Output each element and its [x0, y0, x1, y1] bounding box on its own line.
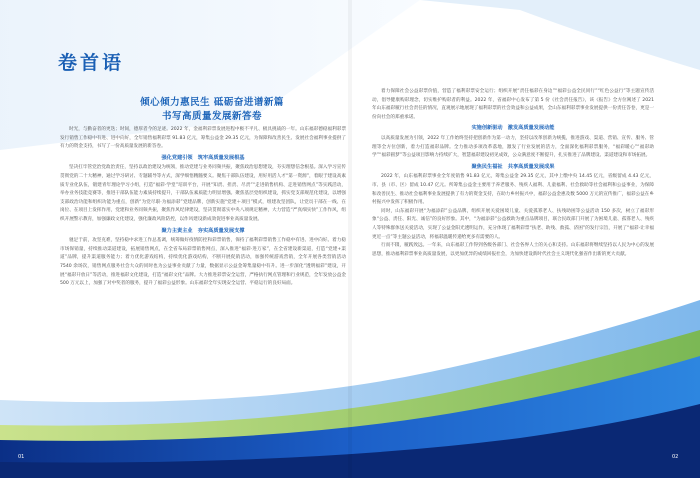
right-column-text [372, 88, 654, 259]
section-heading: 强化党建引领 筑牢高质量发展根基 [161, 154, 245, 161]
section-heading: 聚力主责主业 夯实高质量发展支撑 [161, 227, 245, 234]
section-title: 卷首语 [58, 52, 125, 74]
lead-paragraph: 着力保障社会公益彩票价值，营造了福利彩票安全运行；组织开展“责任福彩在身边”“福彩公益全民同行”“红色公益行”等主题宣传活动，倡导健康购彩理念，切实维护购彩者的利益。2022 年，省福彩中心发布了第 5 份《社会责任报告》，该《报告》全方位阐述了 2021 年山东福彩履行社会责任的情况，直观展示地展现了福利彩票的社会效益和公益成果，全山东福利彩票事业发展提供一份责任答卷，更是一份向社会的郑重承诺。 [372, 89, 654, 120]
page-number-right: 02 [672, 454, 679, 460]
section-heading: 聚焦民生福祉 共享高质量发展成果 [471, 163, 555, 170]
body-paragraph: 同时，山东福彩开展“为福添彩”公益品牌，组织开展关爱困境儿童、关爱孤寡老人、扶残助困等公益活动 150 多次，树立了福彩形象“公益、责任、阳光、诚信”的良好形象。其中，“为福添彩”公益救助为重点品牌项目，联合民政部门开展了为困境儿童、孤寡老人、残疾人等特殊群体送关爱活动，实现了公益金阳光透明运作，充分体现了福利彩票“扶老、助残、救孤、济困”的发行宗旨，开展了“福彩·让幸福更近一点”等主题公益活动，将福彩温暖传递给更多有需要的人。 [372, 208, 654, 240]
page-number-left: 01 [18, 454, 25, 460]
left-column-text [60, 126, 346, 289]
closing-paragraph: 行而不辍，履践致远。一年来，山东福彩工作得到各级各部门、社会各界人士的关心和支持。山东福彩将继续坚持以人民为中心的发展思想，推动福利彩票事业高质量发展，以更加优异的成绩回报社会，为加快建设新时代社会主义现代化强省作出新的更大贡献。 [372, 243, 654, 257]
body-paragraph: 2022 年，山东福利彩票事业全年度销售 91.83 亿元，筹集公益金 29.35 亿元，其中上缴中央 14.45 亿元，省级留成 4.43 亿元，市、县（市、区）留成 10.47 亿元。所筹集公益金主要用于养老服务、残疾人福利、儿童福利、社会救助等社会福利和公益事业，为保障和改善民生、推动社会福利事业发展提供了有力的资金支持，在助力乡村振兴中，福彩公益金惠及数 5000 万元的宣传推广，福彩公益在乡村振兴中发挥了积极作用。 [372, 174, 654, 206]
headline-line-1: 倾心倾力惠民生 砥砺奋进谱新篇 [140, 97, 284, 108]
body-paragraph: 驰足于前，攻坚克难，坚持稳中求进工作总基调，统筹做好疫情防控和彩票销售，保持了福利彩票销售工作稳中有进、进中向好。着力稳市场保销量，持续推动渠道建设，拓展销售网点，在全省布局彩票销售网点，深入推进“福彩·进万家”，在全省建设新渠道，打造“党建+渠道”品牌，提升渠道服务能力；着力优化游戏结构，持续优化游戏结构，不断开展促销活动，加强传统游戏营销，全年开展各类营销活动 7540 余场次，销售网点服务社会大众的同时也为公益事业贡献了力量，数据显示公益金筹集量稳中有升。进一步深化“透明福彩”建设，开展“福彩开放日”等活动，推进福彩文化建设，打造“福彩文化”品牌。大力推进彩票安全运营，严格执行网点管理和行业规范，全年发放公益金 500 万元以上，加强了对中奖者的服务，提升了福彩公益形象。山东福彩全年实现安全运营、平稳运行的良好局面。 [60, 238, 346, 287]
intro-paragraph: 时光，与勤奋者的更迭；时间，德厚者今的足迹。2022 年，金福利彩票发展进程中极不平凡、极具挑战的一年。山东福彩德稳福利彩票发行销售工作稳中有进、进中向好，全年销售福利彩票 91.83 亿元，筹集公益金 29.35 亿元，为保障和改善民生、发展社会福利事业提供了有力的资金支持，书写了一份高质量发展的新答卷。 [60, 127, 346, 150]
section-heading: 实施创新驱动 激发高质量发展动能 [471, 125, 555, 132]
body-paragraph: 以高质量发展为引领，2022 年工作始终坚持把创新作为第一动力，坚持以改革创新为统揽，推进游戏、渠道、营销、宣传、服务、管理等全方位创新，着力打造福彩品牌。全力推动多项改革落地，激发了行业发展的活力，全面深化福利彩票服务，“福彩暖心”“福彩助学”“福彩圆梦”等公益项目影响力持续扩大，智慧福彩建设初见成效，公众满意度不断提升，扎实推进了品牌建设、渠道建设和市场拓展。 [372, 135, 654, 159]
headline-line-2: 书写高质量发展新答卷 [161, 111, 262, 122]
body-paragraph: 坚决扛牢管党治党政治责任，坚持以政治建设为统领，推动党建与业务同频共振，聚焦政治思想建设，夯实理想信念根基。深入学习宣传贯彻党的二十大精神，通过学习研讨、专题辅导等方式，深学细悟精髓要义。聚焦干部队伍建设，用好用活人才“第一资源”，着眼于建设高素质专业化队伍，锻建青年理论学习小组，打造“福彩·学堂”培训平台，开展“知责、担责、尽责”“走进销售机构、走进销售网点”等实践活动，举办业务技能竞赛等，推进干部队伍能力素质持续提升，干部队伍素质能力明显增强。聚焦基层党组织建设，抓实党支部规范化建设，以增强支部政治功能和组织功能为重点，创新“为党尽职·为福添彩”党建品牌，创新实施“党建＋项目”模式，组建攻坚团队，让党员干部在一线、在岗位、在项目上发挥作用，党建和业务同频共振，聚焦作风纪律建设，坚决贯彻落实中央八项规定精神，大力营造“严真细实快”工作作风，组织开展警示教育，加强廉政文化建设，强化廉政风险防控，以作风建设新成效促进事业高质量发展。 [60, 165, 346, 222]
